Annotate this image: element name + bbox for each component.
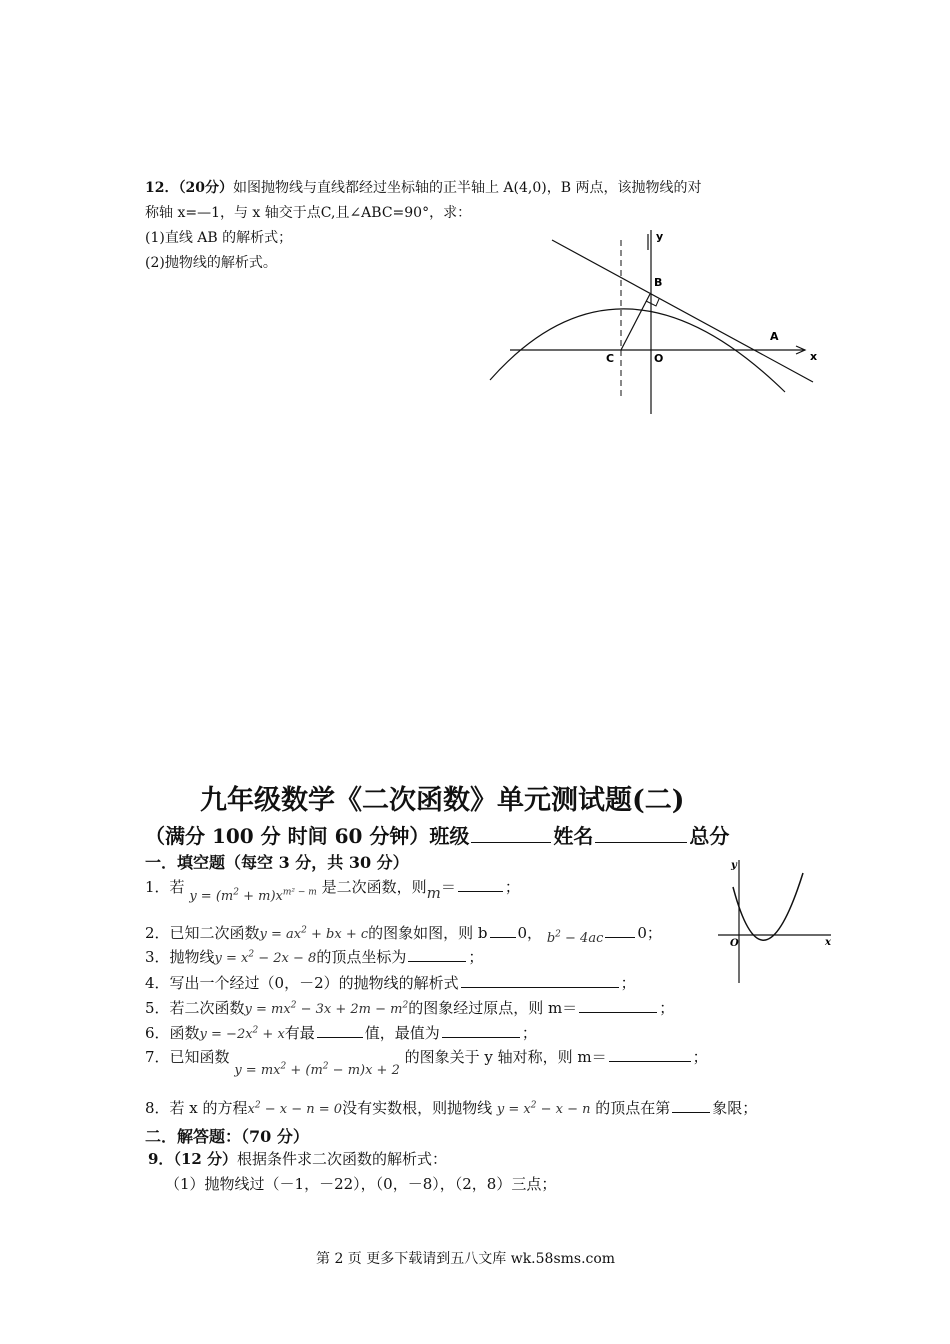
q12-part1: (1)直线 AB 的解析式； xyxy=(145,230,293,246)
graph-label-c: C xyxy=(606,352,615,365)
page-footer: 第 2 页 更多下载请到五八文库 wk.58sms.com xyxy=(316,1251,616,1267)
item-7-formula: $y = mx^2 + (m^2 - m)x + 2$ xyxy=(234,1061,400,1078)
item-8-end: 象限； xyxy=(712,1099,758,1117)
item-5-end: ； xyxy=(659,999,675,1017)
item-2-post: 的图象如图，则 b xyxy=(368,924,488,942)
item-6-mid: 值，最值为 xyxy=(364,1024,440,1042)
q9-score: （12 分） xyxy=(173,1150,238,1168)
item-2-end: 0； xyxy=(637,924,662,942)
graph-label-y: y xyxy=(656,230,664,243)
item-7-blank xyxy=(609,1060,691,1062)
item-3-post: 的顶点坐标为 xyxy=(316,948,407,966)
item-6-post: 有最 xyxy=(284,1024,315,1042)
small-label-o: O xyxy=(730,938,739,949)
q12-score: （20分） xyxy=(178,180,233,196)
item-1-eq: ＝ xyxy=(440,878,456,896)
section-2-heading: 二．解答题：（70 分） xyxy=(145,1127,309,1146)
q9-number: 9． xyxy=(148,1150,174,1168)
item-3-end: ； xyxy=(468,948,484,966)
item-5-post: 的图象经过原点，则 m＝ xyxy=(408,999,578,1017)
line-ab xyxy=(552,240,813,382)
class-blank xyxy=(471,841,551,843)
q12-line1 xyxy=(145,175,701,202)
item-8-pre: 8．若 x 的方程 xyxy=(145,1099,248,1117)
item-2 xyxy=(145,922,662,946)
q9-part1: （1）抛物线过（－1，－22），（0，－8），（2，8）三点； xyxy=(165,1175,557,1193)
item-3-pre: 3．抛物线 xyxy=(145,948,215,966)
item-6-pre: 6．函数 xyxy=(145,1024,200,1042)
item-5-blank xyxy=(579,1011,657,1013)
item-6 xyxy=(145,1022,537,1043)
right-angle-mark xyxy=(646,299,659,306)
segment-cb xyxy=(621,294,650,350)
item-1-post: 是二次函数，则 xyxy=(321,878,427,896)
graph-label-o: O xyxy=(654,352,664,365)
q9-text: 根据条件求二次函数的解析式： xyxy=(237,1150,448,1168)
small-parabola xyxy=(733,873,803,940)
item-8-post: 没有实数根，则抛物线 xyxy=(342,1099,493,1117)
item-4-blank xyxy=(461,986,619,988)
item-4-end: ； xyxy=(620,974,636,992)
item-7-pre: 7．已知函数 xyxy=(145,1048,230,1066)
subtitle-name: 姓名 xyxy=(553,824,594,848)
item-6-blank2 xyxy=(442,1036,520,1038)
item-3-blank xyxy=(408,960,466,962)
small-label-x: x xyxy=(825,937,831,948)
item-2-formula: $y = ax^2$ + bx + c xyxy=(259,925,369,942)
item-4-text: 4．写出一个经过（0，－2）的抛物线的解析式 xyxy=(145,974,459,992)
item-2-pre: 2．已知二次函数 xyxy=(145,924,260,942)
item-5 xyxy=(145,997,674,1018)
item-1-blank xyxy=(458,890,503,892)
q12-part2: (2)抛物线的解析式。 xyxy=(145,255,277,271)
item-1-pre: 1．若 xyxy=(145,878,185,896)
item-7-post: 的图象关于 y 轴对称，则 m＝ xyxy=(404,1048,607,1066)
item-7-end: ； xyxy=(692,1048,708,1066)
item-1-var: m xyxy=(426,884,441,902)
item-8-post2: 的顶点在第 xyxy=(595,1099,671,1117)
item-1 xyxy=(145,876,520,904)
item-8-formula2: $y = x^2 - x - n$ xyxy=(496,1100,591,1117)
section-1-heading: 一．填空题（每空 3 分，共 30 分） xyxy=(145,853,409,872)
item-2-graph xyxy=(713,855,838,985)
item-6-end: ； xyxy=(521,1024,537,1042)
item-4 xyxy=(145,972,636,993)
graph-label-a: A xyxy=(770,330,779,343)
subtitle xyxy=(145,820,729,849)
small-label-y: y xyxy=(731,860,737,871)
item-3 xyxy=(145,946,483,967)
item-6-formula: $y = -2x^2 + x$ xyxy=(199,1025,285,1042)
item-1-end: ； xyxy=(504,878,520,896)
graph-label-b: B xyxy=(654,276,663,289)
item-7 xyxy=(145,1046,708,1078)
item-3-formula: $y = x^2 - 2x - 8$ xyxy=(214,949,317,966)
q12-graph xyxy=(480,222,825,422)
item-2-mid: 0， xyxy=(517,924,543,942)
item-2-blank1 xyxy=(490,936,516,938)
subtitle-total: 总分 xyxy=(689,824,730,848)
item-5-formula: $y = mx^2 - 3x + 2m - m^2$ xyxy=(244,1000,409,1017)
q12-text: 如图抛物线与直线都经过坐标轴的正半轴上 A(4,0)，B 两点，该抛物线的对 xyxy=(232,180,702,196)
graph-label-x: x xyxy=(810,350,818,363)
item-2-blank2 xyxy=(605,936,635,938)
subtitle-class: （满分 100 分 时间 60 分钟）班级 xyxy=(145,824,470,848)
item-8-formula: $x^2 - x - n = 0$ xyxy=(247,1100,343,1117)
q12-line2: 称轴 x=—1，与 x 轴交于点C,且∠ABC=90°，求： xyxy=(145,205,472,221)
item-8-blank xyxy=(672,1111,710,1113)
item-8 xyxy=(145,1097,757,1118)
q12-number: 12． xyxy=(145,180,179,196)
item-5-pre: 5．若二次函数 xyxy=(145,999,245,1017)
name-blank xyxy=(595,841,687,843)
item-1-formula: $y = (m^2 + m)x^{m^2 - m}$ xyxy=(189,887,317,904)
q9-line xyxy=(148,1148,447,1169)
item-6-blank1 xyxy=(317,1036,363,1038)
item-2-formula2: $b^2 - 4ac$ xyxy=(546,929,604,946)
page-title: 九年级数学《二次函数》单元测试题(二) xyxy=(200,785,685,816)
